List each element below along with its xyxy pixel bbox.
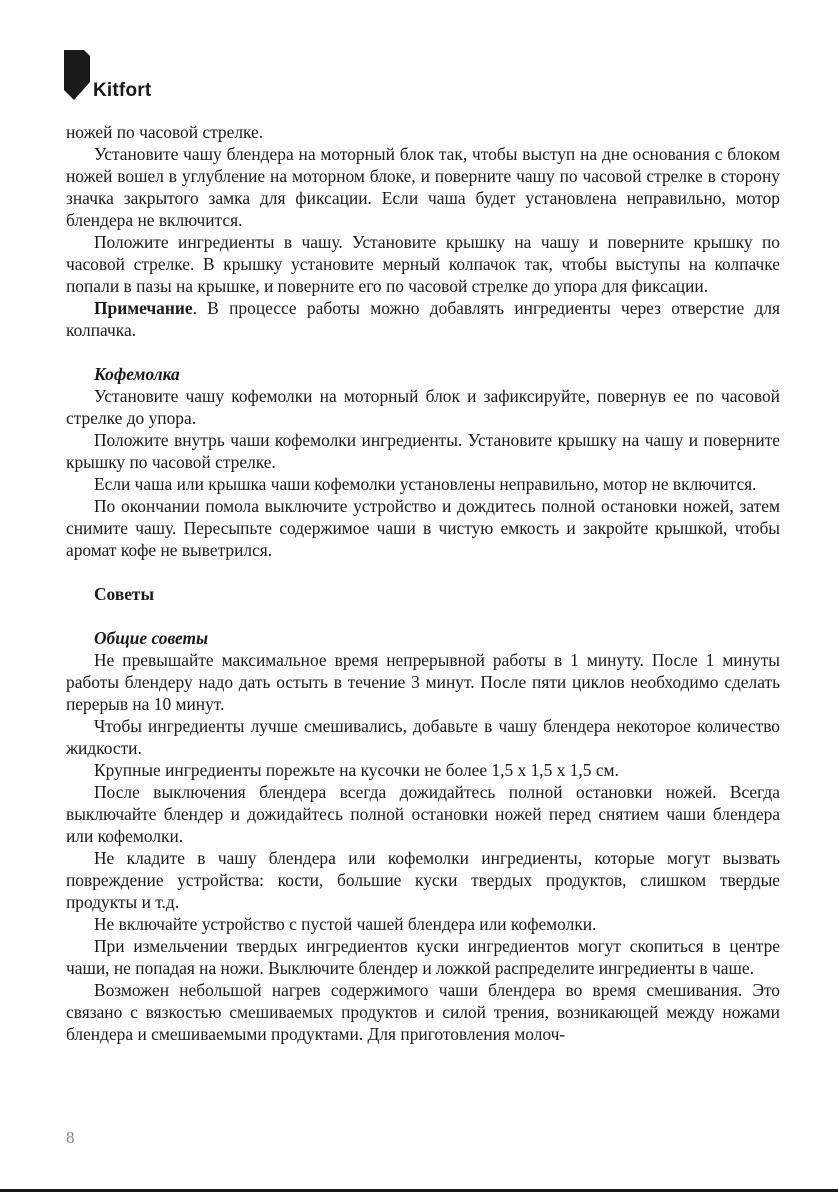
page-number: 8 (66, 1128, 75, 1147)
paragraph: Положите внутрь чаши кофемолки ингредиенты. Установите крышку на чашу и поверните крышку по часовой стрелке. (66, 430, 780, 472)
brand-logo (64, 50, 151, 100)
note-paragraph (66, 297, 780, 341)
note-label: Примечание (94, 298, 193, 318)
manual-text (66, 121, 780, 1045)
paragraph: Положите ингредиенты в чашу. Установите крышку на чашу и поверните крышку по часовой стрелке. В крышку установите мерный колпачок так, чтобы выступы на колпачке попали в пазы на крышке, и поверните его по часовой стрелке до упора для фиксации. (66, 232, 780, 296)
paragraph: Установите чашу блендера на моторный блок так, чтобы выступ на дне основания с блоком ножей вошел в углубление на моторном блоке, и поверните чашу по часовой стрелке в сторону значка закрытого замка для фиксации. Если чаша будет установлена неправильно, мотор блендера не включится. (66, 144, 780, 230)
paragraph: По окончании помола выключите устройство и дождитесь полной остановки ножей, затем снимите чашу. Пересыпьте содержимое чаши в чистую емкость и закройте крышкой, чтобы аромат кофе не выветрился. (66, 496, 780, 560)
section-heading-coffee-grinder: Кофемолка (94, 364, 180, 384)
paragraph: Не включайте устройство с пустой чашей блендера или кофемолки. (94, 914, 597, 934)
paragraph: Не кладите в чашу блендера или кофемолки ингредиенты, которые могут вызвать повреждение устройства: кости, большие куски твердых продуктов, слишком твердые продукты и т.д. (66, 848, 780, 912)
paragraph: Не превышайте максимальное время непрерывной работы в 1 минуту. После 1 минуты работы блендеру надо дать остыть в течение 3 минут. После пяти циклов необходимо сделать перерыв на 10 минут. (66, 650, 780, 714)
note-text: . В процессе работы можно добавлять ингредиенты через отверстие для колпачка. (66, 298, 780, 340)
paragraph: При измельчении твердых ингредиентов куски ингредиентов могут скопиться в центре чаши, не попадая на ножи. Выключите блендер и ложкой распределите ингредиенты в чаше. (66, 936, 780, 978)
section-heading-tips: Советы (94, 584, 155, 604)
paragraph: Установите чашу кофемолки на моторный блок и зафиксируйте, повернув ее по часовой стрелке до упора. (66, 386, 780, 428)
kitfort-logo-icon (64, 50, 90, 100)
paragraph: Если чаша или крышка чаши кофемолки установлены неправильно, мотор не включится. (94, 474, 757, 494)
paragraph: Крупные ингредиенты порежьте на кусочки не более 1,5 х 1,5 х 1,5 см. (94, 760, 619, 780)
paragraph: Возможен небольшой нагрев содержимого чаши блендера во время смешивания. Это связано с вязкостью смешиваемых продуктов и силой трения, возникающей между ножами блендера и смешиваемыми продуктами. Для приготовления молоч- (66, 980, 780, 1044)
paragraph: ножей по часовой стрелке. (66, 122, 264, 142)
paragraph: Чтобы ингредиенты лучше смешивались, добавьте в чашу блендера некоторое количество жидкости. (66, 716, 780, 758)
bottom-border (0, 1189, 838, 1192)
brand-name: Kitfort (93, 80, 152, 101)
paragraph: После выключения блендера всегда дожидайтесь полной остановки ножей. Всегда выключайте блендер и дожидайтесь полной остановки ножей перед снятием чаши блендера или кофемолки. (66, 782, 780, 846)
section-heading-general-tips: Общие советы (94, 628, 209, 648)
